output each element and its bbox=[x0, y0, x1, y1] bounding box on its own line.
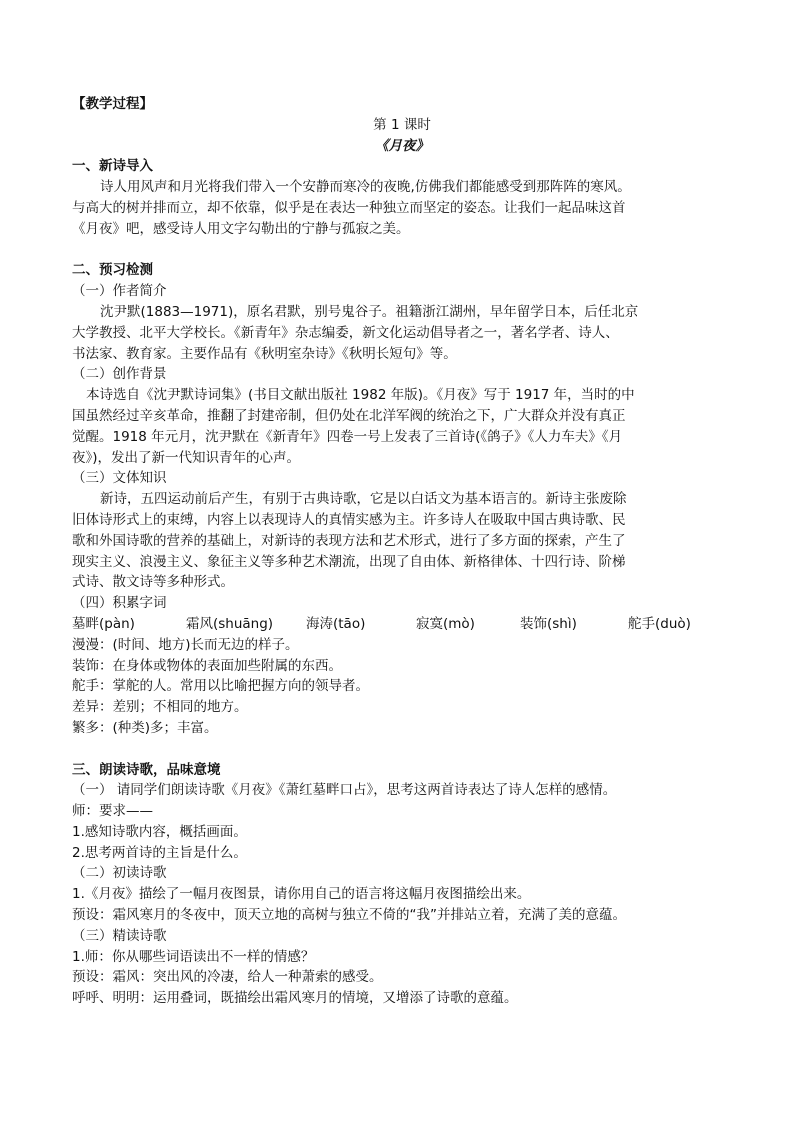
sub-heading-author: （一）作者简介 bbox=[72, 283, 167, 300]
close-reading-line: 1.师：你从哪些词语读出不一样的情感？ bbox=[72, 948, 315, 965]
section1-para-line: 与高大的树并排而立，却不依靠，似乎是在表达一种独立而坚定的姿态。让我们一起品味这首 bbox=[72, 199, 626, 216]
reading-task-line: （一） 请同学们朗读诗歌《月夜》《萧红墓畔口占》，思考这两首诗表达了诗人怎样的感情。 bbox=[72, 782, 617, 799]
spacer bbox=[72, 739, 732, 760]
author-para-line: 书法家、教育家。主要作品有《秋明室杂诗》《秋明长短句》等。 bbox=[72, 345, 457, 362]
poem-title: 《月夜》 bbox=[375, 137, 429, 154]
first-reading-line: 预设：霜风寒月的冬夜中，顶天立地的高树与独立不倚的“我”并排站立着，充满了美的意蕴。 bbox=[72, 907, 626, 924]
lesson-title: 第 1 课时 bbox=[373, 116, 431, 133]
vocab-word: 寂寞(mò) bbox=[416, 615, 475, 632]
sub-heading-background: （二）创作背景 bbox=[72, 366, 167, 383]
requirement-item: 2.思考两首诗的主旨是什么。 bbox=[72, 844, 247, 861]
background-para-line: 夜》)，发出了新一代知识青年的心声。 bbox=[72, 449, 301, 466]
sub-heading-close-reading: （三）精读诗歌 bbox=[72, 927, 167, 944]
genre-para-line: 现实主义、浪漫主义、象征主义等多种艺术潮流，出现了自由体、新格律体、十四行诗、阶梯 bbox=[72, 553, 626, 570]
header-title: 【教学过程】 bbox=[72, 96, 153, 112]
section1-heading: 一、新诗导入 bbox=[72, 158, 153, 175]
requirement-item: 1.感知诗歌内容，概括画面。 bbox=[72, 823, 247, 840]
genre-para-line: 式诗、散文诗等多种形式。 bbox=[72, 574, 234, 591]
vocab-definition: 漫漫：(时间、地方)长而无边的样子。 bbox=[72, 636, 299, 653]
author-para-line: 沈尹默(1883—1971)，原名君默，别号鬼谷子。祖籍浙江湖州，早年留学日本，后任北京 bbox=[100, 303, 639, 320]
background-para-line: 本诗选自《沈尹默诗词集》(书目文献出版社 1982 年版)。《月夜》写于 1917 年，当时的中 bbox=[86, 387, 635, 404]
vocab-word: 霜风(shuāng) bbox=[186, 615, 274, 632]
vocab-word: 舵手(duò) bbox=[628, 615, 691, 632]
author-para-line: 大学教授、北平大学校长。《新青年》杂志编委，新文化运动倡导者之一，著名学者、诗人、 bbox=[72, 324, 619, 341]
document-body bbox=[72, 94, 732, 1009]
section2-heading: 二、预习检测 bbox=[72, 262, 153, 279]
vocab-definition: 繁多：(种类)多；丰富。 bbox=[72, 719, 218, 736]
close-reading-line: 呼呼、明明：运用叠词，既描绘出霜风寒月的情境，又增添了诗歌的意蕴。 bbox=[72, 990, 518, 1007]
sub-heading-first-reading: （二）初读诗歌 bbox=[72, 865, 167, 882]
vocab-row bbox=[72, 614, 732, 635]
background-para-line: 国虽然经过辛亥革命，推翻了封建帝制，但仍处在北洋军阀的统治之下，广大群众并没有真正 bbox=[72, 407, 626, 424]
vocab-word: 装饰(shì) bbox=[520, 615, 577, 632]
vocab-word: 海涛(tāo) bbox=[306, 615, 366, 632]
genre-para-line: 旧体诗形式上的束缚，内容上以表现诗人的真情实感为主。许多诗人在吸取中国古典诗歌、民 bbox=[72, 511, 626, 528]
sub-heading-vocab: （四）积累字词 bbox=[72, 595, 167, 612]
background-para-line: 觉醒。1918 年元月，沈尹默在《新青年》四卷一号上发表了三首诗(《鸽子》《人力车夫》《月 bbox=[72, 428, 623, 445]
vocab-definition: 舵手：掌舵的人。常用以比喻把握方向的领导者。 bbox=[72, 678, 369, 695]
vocab-definition: 差异：差别；不相同的地方。 bbox=[72, 699, 248, 716]
close-reading-line: 预设：霜风：突出风的冷凄，给人一种萧索的感受。 bbox=[72, 969, 383, 986]
sub-heading-genre: （三）文体知识 bbox=[72, 470, 167, 487]
genre-para-line: 新诗，五四运动前后产生，有别于古典诗歌，它是以白话文为基本语言的。新诗主张废除 bbox=[100, 491, 627, 508]
teacher-requirement: 师：要求—— bbox=[72, 803, 153, 820]
vocab-word: 墓畔(pàn) bbox=[72, 615, 135, 632]
section3-heading: 三、朗读诗歌，品味意境 bbox=[72, 761, 221, 778]
spacer bbox=[72, 240, 732, 261]
vocab-definition: 装饰：在身体或物体的表面加些附属的东西。 bbox=[72, 657, 342, 674]
genre-para-line: 歌和外国诗歌的营养的基础上，对新诗的表现方法和艺术形式，进行了多方面的探索，产生了 bbox=[72, 532, 626, 549]
section1-para-line: 诗人用风声和月光将我们带入一个安静而寒冷的夜晚,仿佛我们都能感受到那阵阵的寒风。 bbox=[100, 179, 631, 196]
section1-para-line: 《月夜》吧，感受诗人用文字勾勒出的宁静与孤寂之美。 bbox=[72, 220, 410, 237]
first-reading-line: 1.《月夜》描绘了一幅月夜图景，请你用自己的语言将这幅月夜图描绘出来。 bbox=[72, 886, 531, 903]
